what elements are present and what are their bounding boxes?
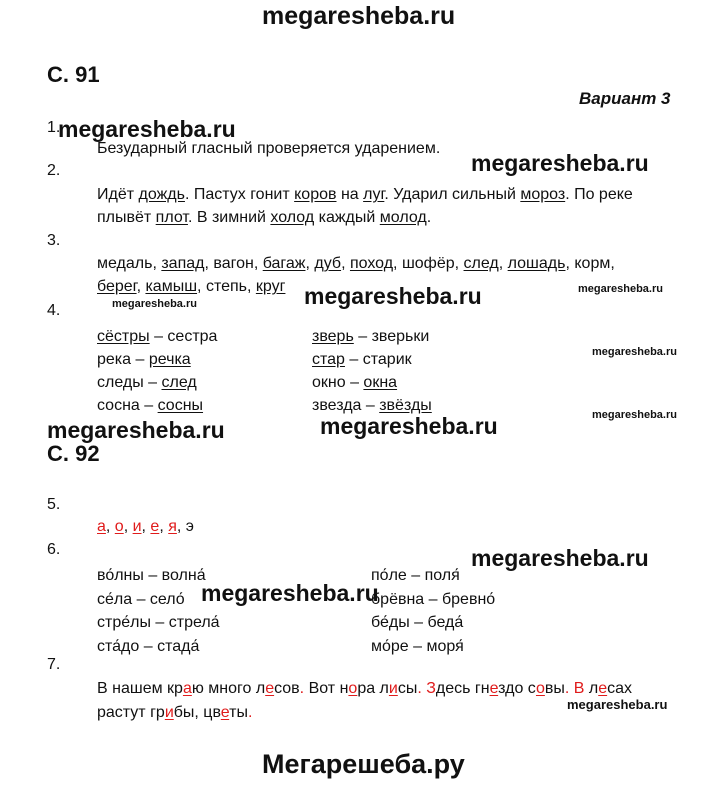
text: каждый bbox=[314, 209, 380, 226]
word-pair bbox=[97, 348, 217, 371]
word-part: сёстры bbox=[97, 328, 150, 345]
text-segment: здо с bbox=[498, 680, 536, 697]
task-2-number: 2. bbox=[47, 162, 61, 179]
task-4-left bbox=[97, 325, 217, 417]
task-6-left bbox=[97, 564, 220, 658]
text: . В зимний bbox=[187, 209, 271, 226]
watermark: megaresheba.ru bbox=[471, 545, 649, 571]
text-segment: В нашем кр bbox=[97, 680, 183, 697]
word-pair bbox=[312, 371, 432, 394]
word-pair: по́ле – поля́ bbox=[371, 567, 460, 584]
text-segment: е bbox=[220, 704, 230, 721]
word: молод bbox=[379, 209, 427, 226]
text-segment: е bbox=[598, 680, 608, 697]
word-pair: брёвна – бревно́ bbox=[371, 590, 496, 608]
watermark: megaresheba.ru bbox=[592, 346, 677, 358]
watermark: megaresheba.ru bbox=[112, 298, 197, 310]
vowel-letter: е bbox=[150, 518, 160, 535]
text-segment: л bbox=[584, 680, 599, 697]
separator: , bbox=[176, 518, 186, 535]
text-segment: сы bbox=[397, 680, 418, 697]
word: камыш bbox=[145, 278, 198, 295]
word-part: звезда – bbox=[312, 397, 380, 414]
text-segment: . bbox=[248, 704, 253, 721]
word-pair: ста́до – стада́ bbox=[97, 637, 200, 655]
vowel-letter: э bbox=[185, 518, 194, 535]
word-part: стар bbox=[312, 351, 345, 368]
word-part: река – bbox=[97, 351, 149, 368]
text-segment: сах bbox=[607, 680, 633, 697]
watermark: megaresheba.ru bbox=[567, 697, 668, 712]
watermark: megaresheba.ru bbox=[592, 409, 677, 421]
task-3-line-2 bbox=[97, 278, 285, 296]
task-4-number: 4. bbox=[47, 302, 61, 319]
text-segment: о bbox=[535, 680, 545, 697]
word: запад bbox=[161, 255, 205, 272]
text-segment: а bbox=[182, 680, 192, 697]
text-segment: десь гн bbox=[435, 680, 490, 697]
word: берег bbox=[97, 278, 137, 295]
task-1-number: 1. bbox=[47, 119, 61, 136]
separator: , bbox=[141, 518, 151, 535]
watermark: megaresheba.ru bbox=[201, 580, 379, 606]
task-5-letters bbox=[97, 518, 194, 536]
text-segment: . З bbox=[417, 680, 436, 697]
word: мороз bbox=[520, 186, 566, 203]
text-segment: растут гр bbox=[97, 704, 165, 721]
word-part: – старик bbox=[344, 351, 412, 368]
word-part: – сестра bbox=[149, 328, 218, 345]
text: Идёт bbox=[97, 186, 139, 203]
task-7-number: 7. bbox=[47, 656, 61, 673]
task-7-line-2 bbox=[97, 704, 252, 722]
word-part: зверь bbox=[312, 328, 354, 345]
page-heading-92: С. 92 bbox=[47, 441, 100, 466]
footer-site: Мегарешеба.ру bbox=[262, 749, 465, 779]
separator: , bbox=[159, 518, 169, 535]
word: лошадь bbox=[507, 255, 566, 272]
text-segment: ю много л bbox=[191, 680, 266, 697]
text-segment: о bbox=[348, 680, 358, 697]
vowel-letter: а bbox=[97, 518, 106, 535]
word: круг bbox=[255, 278, 286, 295]
text-segment: сов bbox=[274, 680, 300, 697]
word-part: звёзды bbox=[379, 397, 432, 414]
text-segment: . В bbox=[564, 680, 585, 697]
text: , bbox=[136, 278, 146, 295]
task-6-right bbox=[371, 564, 495, 658]
word: багаж bbox=[262, 255, 306, 272]
text-segment: вы bbox=[544, 680, 565, 697]
text: , вагон, bbox=[204, 255, 263, 272]
task-2-line-1 bbox=[97, 186, 633, 204]
text: , bbox=[498, 255, 508, 272]
word-pair bbox=[312, 348, 432, 371]
header-site: megaresheba.ru bbox=[262, 2, 456, 30]
text-segment: е bbox=[489, 680, 499, 697]
watermark: megaresheba.ru bbox=[320, 413, 498, 439]
variant-label: Вариант 3 bbox=[579, 89, 671, 108]
task-2-line-2 bbox=[97, 209, 431, 227]
text: плывёт bbox=[97, 209, 156, 226]
text-segment: бы, цв bbox=[173, 704, 221, 721]
text-segment: . bbox=[299, 680, 305, 697]
word: дождь bbox=[138, 186, 185, 203]
text: . Ударил сильный bbox=[384, 186, 521, 203]
text: . Пастух гонит bbox=[184, 186, 295, 203]
task-5-number: 5. bbox=[47, 496, 61, 513]
text: , bbox=[305, 255, 315, 272]
watermark: megaresheba.ru bbox=[471, 150, 649, 176]
text: . По реке bbox=[565, 186, 633, 203]
text: медаль, bbox=[97, 255, 162, 272]
task-4-right bbox=[312, 325, 432, 417]
task-6-number: 6. bbox=[47, 541, 61, 558]
word: коров bbox=[294, 186, 337, 203]
watermark: megaresheba.ru bbox=[47, 417, 225, 443]
text-segment: е bbox=[265, 680, 275, 697]
word-part: сосна – bbox=[97, 397, 158, 414]
word-pair: бе́ды – беда́ bbox=[371, 614, 464, 631]
vowel-letter: о bbox=[114, 518, 124, 535]
word-pair bbox=[312, 325, 432, 348]
watermark: megaresheba.ru bbox=[304, 283, 482, 309]
watermark: megaresheba.ru bbox=[578, 283, 663, 295]
word-part: речка bbox=[148, 351, 191, 368]
vowel-letter: и bbox=[132, 518, 142, 535]
text-segment: Вот н bbox=[304, 680, 349, 697]
word-pair bbox=[97, 325, 217, 348]
word-part: – зверьки bbox=[353, 328, 430, 345]
text-segment: ра л bbox=[357, 680, 389, 697]
separator: , bbox=[105, 518, 115, 535]
word-pair: мо́ре – моря́ bbox=[371, 637, 464, 655]
word: плот bbox=[155, 209, 188, 226]
word-pair bbox=[97, 371, 217, 394]
text: на bbox=[336, 186, 364, 203]
page-heading-91: С. 91 bbox=[47, 62, 100, 87]
task-3-number: 3. bbox=[47, 232, 61, 249]
task-1-text: Безударный гласный проверяется ударением. bbox=[97, 140, 441, 157]
task-7-line-1 bbox=[97, 680, 632, 698]
word: поход bbox=[349, 255, 394, 272]
word-part: окно – bbox=[312, 374, 364, 391]
text-segment: ты bbox=[229, 704, 248, 721]
text: . bbox=[426, 209, 432, 226]
word-pair bbox=[97, 394, 217, 417]
word-part: сосны bbox=[157, 397, 204, 414]
word-part: следы – bbox=[97, 374, 162, 391]
word-pair: стре́лы – стрела́ bbox=[97, 614, 220, 631]
word-pair: во́лны – волна́ bbox=[97, 567, 206, 584]
text: , степь, bbox=[197, 278, 256, 295]
word: луг bbox=[363, 186, 385, 203]
word: след bbox=[463, 255, 499, 272]
word-part: окна bbox=[363, 374, 398, 391]
vowel-letter: я bbox=[168, 518, 177, 535]
text-segment: и bbox=[164, 704, 174, 721]
task-3-line-1 bbox=[97, 255, 615, 273]
separator: , bbox=[123, 518, 133, 535]
word-part: след bbox=[161, 374, 197, 391]
word-pair: се́ла – село́ bbox=[97, 590, 185, 608]
text: , шофёр, bbox=[393, 255, 464, 272]
text: , корм, bbox=[565, 255, 615, 272]
word: дуб bbox=[314, 255, 342, 272]
text: , bbox=[341, 255, 350, 272]
watermark: megaresheba.ru bbox=[58, 116, 236, 142]
word: холод bbox=[270, 209, 315, 226]
text-segment: и bbox=[388, 680, 398, 697]
